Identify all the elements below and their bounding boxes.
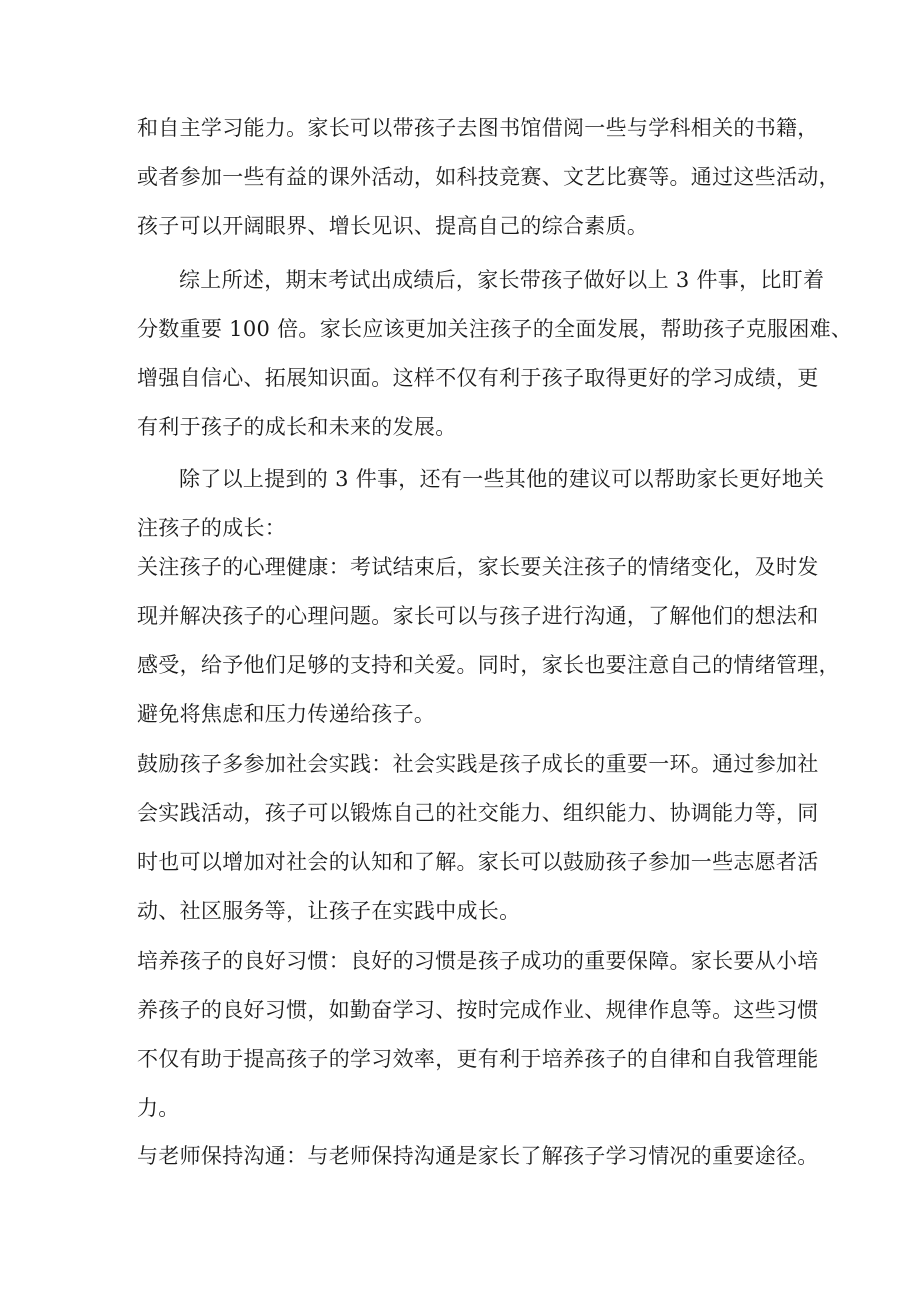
paragraph-line: 关注孩子的心理健康：考试结束后，家长要关注孩子的情绪变化，及时发 — [137, 555, 819, 579]
paragraph-good-habits — [137, 937, 819, 1133]
paragraph-line: 或者参加一些有益的课外活动，如科技竞赛、文艺比赛等。通过这些活动， — [137, 165, 840, 189]
paragraph-summary — [137, 256, 853, 452]
paragraph-line: 时也可以增加对社会的认知和了解。家长可以鼓励孩子参加一些志愿者活 — [137, 850, 819, 874]
paragraph-line: 现并解决孩子的心理问题。家长可以与孩子进行沟通，了解他们的想法和 — [137, 604, 819, 628]
paragraph-line: 不仅有助于提高孩子的学习效率，更有利于培养孩子的自律和自我管理能 — [137, 1047, 819, 1071]
paragraph-line: 避免将焦虑和压力传递给孩子。 — [137, 702, 436, 726]
paragraph-line: 培养孩子的良好习惯：良好的习惯是孩子成功的重要保障。家长要从小培 — [137, 949, 819, 973]
paragraph-line: 力。 — [137, 1096, 180, 1120]
paragraph-mental-health — [137, 543, 840, 739]
paragraph-line: 孩子可以开阔眼界、增长见识、提高自己的综合素质。 — [137, 214, 649, 238]
paragraph-extracurricular — [137, 104, 840, 251]
paragraph-line: 综上所述，期末考试出成绩后，家长带孩子做好以上 3 件事，比盯着 — [179, 268, 825, 292]
paragraph-social-practice — [137, 740, 819, 936]
paragraph-teacher-communication — [137, 1132, 819, 1181]
paragraph-other-suggestions — [137, 455, 825, 553]
paragraph-line: 会实践活动，孩子可以锻炼自己的社交能力、组织能力、协调能力等，同 — [137, 801, 819, 825]
paragraph-line: 鼓励孩子多参加社会实践：社会实践是孩子成长的重要一环。通过参加社 — [137, 752, 819, 776]
paragraph-line: 养孩子的良好习惯，如勤奋学习、按时完成作业、规律作息等。这些习惯 — [137, 998, 819, 1022]
paragraph-line: 增强自信心、拓展知识面。这样不仅有利于孩子取得更好的学习成绩，更 — [137, 366, 819, 390]
paragraph-line: 和自主学习能力。家长可以带孩子去图书馆借阅一些与学科相关的书籍， — [137, 116, 819, 140]
paragraph-line: 除了以上提到的 3 件事，还有一些其他的建议可以帮助家长更好地关 — [179, 467, 825, 491]
paragraph-line: 动、社区服务等，让孩子在实践中成长。 — [137, 899, 521, 923]
paragraph-line: 分数重要 100 倍。家长应该更加关注孩子的全面发展，帮助孩子克服困难、 — [137, 317, 853, 341]
paragraph-line: 感受，给予他们足够的支持和关爱。同时，家长也要注意自己的情绪管理， — [137, 653, 840, 677]
paragraph-line: 与老师保持沟通：与老师保持沟通是家长了解孩子学习情况的重要途径。 — [137, 1144, 819, 1168]
paragraph-line: 有利于孩子的成长和未来的发展。 — [137, 415, 457, 439]
paragraph-line: 注孩子的成长： — [137, 516, 287, 540]
